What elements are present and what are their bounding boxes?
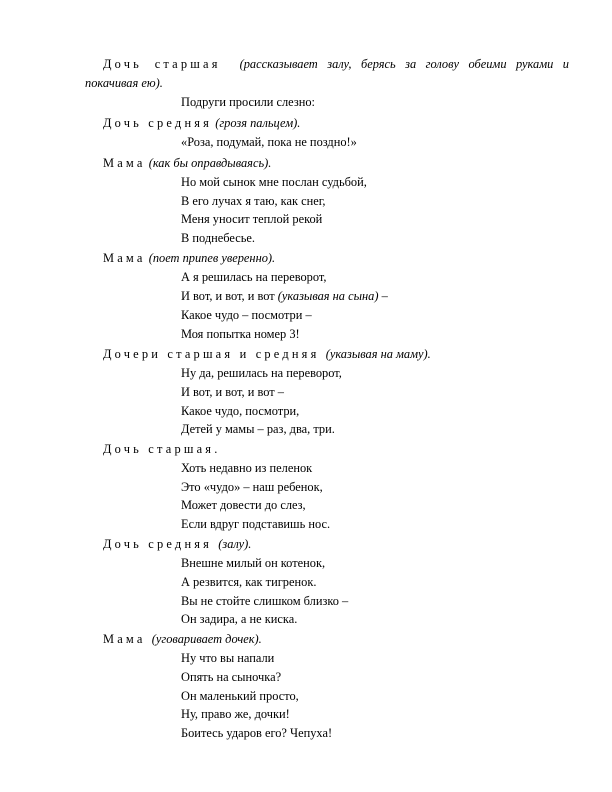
verse-line: Ну что вы напали <box>181 651 275 665</box>
verse-line: А я решилась на переворот, <box>181 270 327 284</box>
verse-line: Но мой сынок мне послан судьбой, <box>181 175 367 189</box>
speaker-name: Мама <box>103 156 146 170</box>
verse-line: «Роза, подумай, пока не поздно!» <box>181 135 357 149</box>
verse-line: Подруги просили слезно: <box>181 95 315 109</box>
stage-direction: (залу). <box>218 537 252 551</box>
verse-line: Ну, право же, дочки! <box>181 707 290 721</box>
verse-line: Он задира, а не киска. <box>181 612 298 626</box>
verse-line: Какое чудо – посмотри – <box>181 308 312 322</box>
stage-direction: (уговаривает дочек). <box>151 632 262 646</box>
speaker-heading <box>103 251 275 266</box>
verse-line: В поднебесье. <box>181 231 255 245</box>
verse-line: Меня уносит теплой рекой <box>181 212 323 226</box>
verse-line: Опять на сыночка? <box>181 670 282 684</box>
verse-line: Хоть недавно из пеленок <box>181 461 313 475</box>
verse-line <box>181 289 388 304</box>
speaker-heading <box>103 442 221 457</box>
inline-stage-direction: (указывая на сына) <box>277 289 379 303</box>
verse-line: Внешне милый он котенок, <box>181 556 326 570</box>
stage-direction-continuation: покачивая ею). <box>85 76 163 90</box>
stage-direction: (грозя пальцем). <box>215 116 301 130</box>
stage-direction: (указывая на маму). <box>325 347 431 361</box>
verse-line: Моя попытка номер 3! <box>181 327 300 341</box>
verse-dash: – <box>378 289 388 303</box>
verse-line: А резвится, как тигренок. <box>181 575 317 589</box>
verse-line: Если вдруг подставишь нос. <box>181 517 331 531</box>
speaker-name: Дочь старшая. <box>103 442 221 456</box>
verse-line: Может довести до слез, <box>181 498 306 512</box>
stage-direction: (как бы оправдываясь). <box>148 156 272 170</box>
verse-line: Он маленький просто, <box>181 689 299 703</box>
speaker-name: Дочь средняя <box>103 537 213 551</box>
speaker-name: Дочь средняя <box>103 116 213 130</box>
stage-direction-first-line <box>103 57 569 72</box>
verse-line: В его лучах я таю, как снег, <box>181 194 326 208</box>
speaker-heading <box>103 347 431 362</box>
speaker-name: Дочери старшая и средняя <box>103 347 320 361</box>
verse-line: Это «чудо» – наш ребенок, <box>181 480 323 494</box>
speaker-name: Мама <box>103 632 146 646</box>
stage-direction: (рассказывает залу, берясь за голову обеими руками и <box>239 57 569 71</box>
verse-line: Какое чудо, посмотри, <box>181 404 300 418</box>
stage-direction: (поет припев уверенно). <box>148 251 276 265</box>
verse-text: И вот, и вот, и вот <box>181 289 275 303</box>
verse-line: И вот, и вот, и вот – <box>181 385 284 399</box>
speaker-heading <box>103 156 271 171</box>
speaker-name: Дочь старшая <box>103 57 221 71</box>
verse-line: Вы не стойте слишком близко – <box>181 594 349 608</box>
verse-line: Ну да, решилась на переворот, <box>181 366 342 380</box>
speaker-name: Мама <box>103 251 146 265</box>
verse-line: Детей у мамы – раз, два, три. <box>181 422 335 436</box>
speaker-heading <box>103 632 262 647</box>
speaker-heading <box>103 116 300 131</box>
speaker-heading <box>103 537 251 552</box>
verse-line: Боитесь ударов его? Чепуха! <box>181 726 333 740</box>
